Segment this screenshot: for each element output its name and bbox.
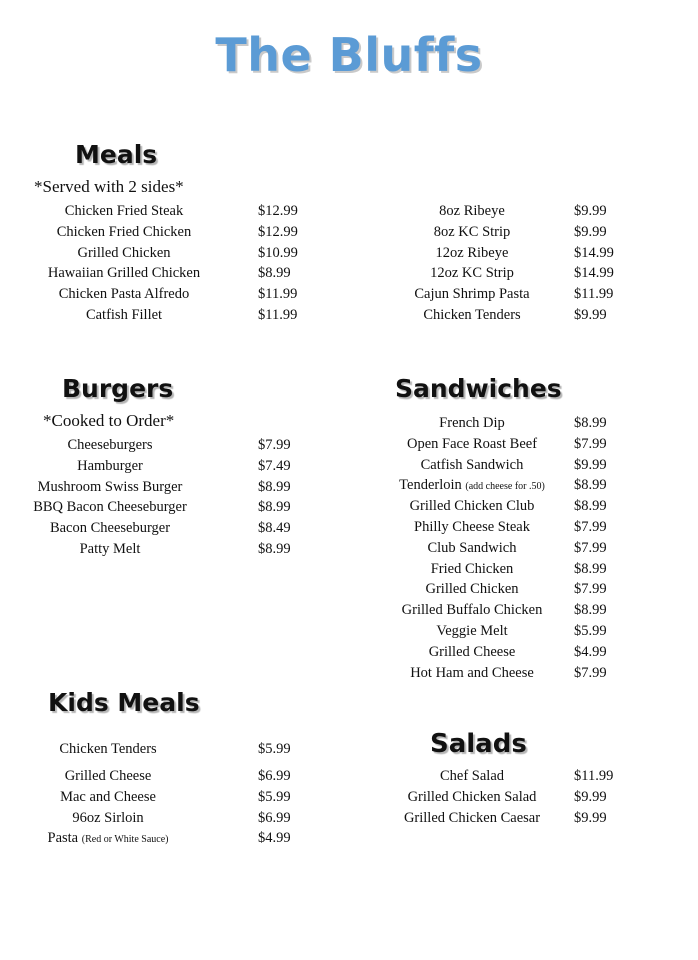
menu-item-note: (add cheese for .50) [465, 481, 545, 493]
menu-item-price: $7.99 [574, 435, 607, 452]
menu-item-price: $8.49 [258, 520, 291, 537]
menu-item-name [357, 201, 587, 222]
menu-item-price: $11.99 [574, 286, 614, 303]
menu-item-price: $8.99 [574, 477, 607, 494]
menu-item-price: $4.99 [258, 830, 291, 847]
menu-item-name-text: Grilled Buffalo Chicken [401, 602, 543, 619]
menu-item-price: $7.99 [574, 518, 607, 535]
meals-heading: Meals [75, 140, 158, 169]
menu-item-name [0, 456, 220, 477]
menu-item-price: $11.99 [258, 306, 298, 323]
menu-item-price: $9.99 [574, 788, 607, 805]
menu-item-price: $9.99 [574, 223, 607, 240]
menu-item-name-text: Club Sandwich [427, 539, 517, 556]
menu-item-price: $7.99 [574, 581, 607, 598]
menu-item-name [0, 766, 218, 787]
menu-item-name [352, 455, 592, 476]
menu-item-name-text: Fried Chicken [430, 560, 514, 577]
menu-item-name [352, 434, 592, 455]
menu-item-price: $10.99 [258, 244, 298, 261]
menu-item-name [357, 787, 587, 808]
menu-item-name-text: Pasta [47, 830, 79, 847]
menu-item-name-text: Grilled Chicken Caesar [403, 809, 541, 826]
menu-item-name-text: Chicken Fried Chicken [56, 223, 192, 240]
menu-item-name [352, 517, 592, 538]
menu-item-name [4, 222, 244, 243]
menu-item-name [357, 263, 587, 284]
menu-item-price: $12.99 [258, 223, 298, 240]
kids-heading: Kids Meals [48, 688, 200, 717]
menu-item-price: $5.99 [258, 741, 291, 757]
menu-item-name [0, 435, 220, 456]
menu-item-name [352, 475, 592, 498]
menu-item-name-text: Philly Cheese Steak [414, 518, 530, 535]
menu-item-price: $8.99 [258, 540, 291, 557]
menu-item-name [4, 284, 244, 305]
menu-item-name [352, 538, 592, 559]
menu-item-name [0, 477, 220, 498]
menu-item-name-text: Chicken Tenders [59, 741, 157, 757]
menu-item-name-text: BBQ Bacon Cheeseburger [33, 499, 187, 516]
burgers-note: *Cooked to Order* [43, 411, 175, 430]
menu-item-name [352, 642, 592, 663]
menu-item-name-text: 8oz Ribeye [439, 203, 505, 219]
menu-item-price: $14.99 [574, 244, 614, 261]
menu-item-name-text: Tenderloin [399, 477, 462, 494]
menu-item-price: $11.99 [574, 768, 614, 784]
menu-item-price: $7.99 [574, 539, 607, 556]
menu-item-name-text: Grilled Chicken [77, 244, 171, 261]
menu-item-name [357, 305, 587, 326]
menu-item-name-text: Patty Melt [79, 540, 141, 557]
meals-note: *Served with 2 sides* [34, 177, 184, 196]
menu-item-name-text: French Dip [439, 415, 505, 431]
menu-item-price: $4.99 [574, 643, 607, 660]
menu-item-name [352, 579, 592, 600]
menu-item-price: $5.99 [574, 622, 607, 639]
menu-item-name [0, 787, 218, 808]
menu-item-name [4, 243, 244, 264]
menu-item-name-text: 8oz KC Strip [433, 223, 511, 240]
salads-heading: Salads [430, 729, 527, 759]
menu-item-price: $8.99 [258, 478, 291, 495]
menu-item-name-text: Chef Salad [439, 768, 505, 784]
menu-item-name-text: Grilled Chicken [425, 581, 519, 598]
menu-item-price: $8.99 [574, 560, 607, 577]
page-title: The Bluffs [215, 28, 483, 82]
menu-item-price: $8.99 [574, 498, 607, 515]
menu-item-name-text: Mushroom Swiss Burger [37, 478, 183, 495]
menu-item-name [4, 305, 244, 326]
menu-item-price: $12.99 [258, 203, 298, 219]
menu-item-name [357, 284, 587, 305]
menu-item-name-text: Cajun Shrimp Pasta [414, 286, 530, 303]
menu-item-name [352, 413, 592, 434]
menu-item-price: $11.99 [258, 286, 298, 303]
menu-item-name-text: Hawaiian Grilled Chicken [47, 265, 201, 282]
menu-item-name-text: Cheeseburgers [67, 437, 153, 453]
menu-item-name-text: 12oz KC Strip [430, 265, 514, 282]
sandwiches-heading: Sandwiches [395, 374, 562, 403]
menu-item-price: $6.99 [258, 768, 291, 784]
menu-item-price: $7.49 [258, 457, 291, 474]
menu-item-name-text: Mac and Cheese [60, 788, 156, 805]
menu-item-name [352, 663, 592, 684]
menu-item-price: $6.99 [258, 809, 291, 826]
burgers-heading: Burgers [62, 374, 174, 403]
menu-item-price: $9.99 [574, 203, 607, 219]
menu-item-price: $8.99 [258, 265, 291, 282]
menu-item-name-text: Catfish Fillet [85, 306, 163, 323]
menu-item-price: $5.99 [258, 788, 291, 805]
menu-item-note: (Red or White Sauce) [81, 834, 169, 846]
menu-item-name [0, 539, 220, 560]
menu-item-name-text: Hamburger [77, 457, 143, 474]
menu-item-name [4, 201, 244, 222]
menu-item-name [352, 496, 592, 517]
menu-item-name [352, 600, 592, 621]
menu-item-price: $14.99 [574, 265, 614, 282]
menu-item-price: $8.99 [574, 415, 607, 431]
menu-item-name-text: 12oz Ribeye [435, 244, 509, 261]
menu-item-name [357, 222, 587, 243]
menu-item-price: $7.99 [574, 664, 607, 681]
menu-item-name-text: Grilled Chicken Salad [407, 788, 537, 805]
menu-item-name [357, 243, 587, 264]
menu-item-name-text: Veggie Melt [436, 622, 508, 639]
menu-item-price: $9.99 [574, 809, 607, 826]
menu-item-price: $9.99 [574, 456, 607, 473]
menu-item-name [4, 263, 244, 284]
menu-item-name-text: Grilled Chicken Club [409, 498, 535, 515]
menu-item-name [0, 518, 220, 539]
menu-item-name-text: Hot Ham and Cheese [410, 664, 534, 681]
menu-item-name-text: Chicken Tenders [423, 306, 521, 323]
menu-item-price: $7.99 [258, 437, 291, 453]
menu-item-name [0, 828, 218, 851]
menu-item-name-text: Grilled Cheese [428, 643, 516, 660]
menu-item-name-text: 96oz Sirloin [72, 809, 144, 826]
menu-item-name [357, 808, 587, 829]
menu-item-name-text: Grilled Cheese [64, 768, 152, 784]
menu-item-name-text: Open Face Roast Beef [406, 435, 538, 452]
menu-item-price: $8.99 [574, 602, 607, 619]
menu-item-price: $9.99 [574, 306, 607, 323]
menu-item-name-text: Bacon Cheeseburger [49, 520, 171, 537]
menu-item-name [8, 739, 208, 760]
menu-item-name [0, 808, 218, 829]
menu-item-name [352, 559, 592, 580]
menu-item-name-text: Catfish Sandwich [420, 456, 524, 473]
menu-item-name [357, 766, 587, 787]
menu-item-name [352, 621, 592, 642]
menu-item-name [0, 497, 220, 518]
menu-item-price: $8.99 [258, 499, 291, 516]
menu-item-name-text: Chicken Pasta Alfredo [58, 286, 190, 303]
menu-item-name-text: Chicken Fried Steak [64, 203, 184, 219]
